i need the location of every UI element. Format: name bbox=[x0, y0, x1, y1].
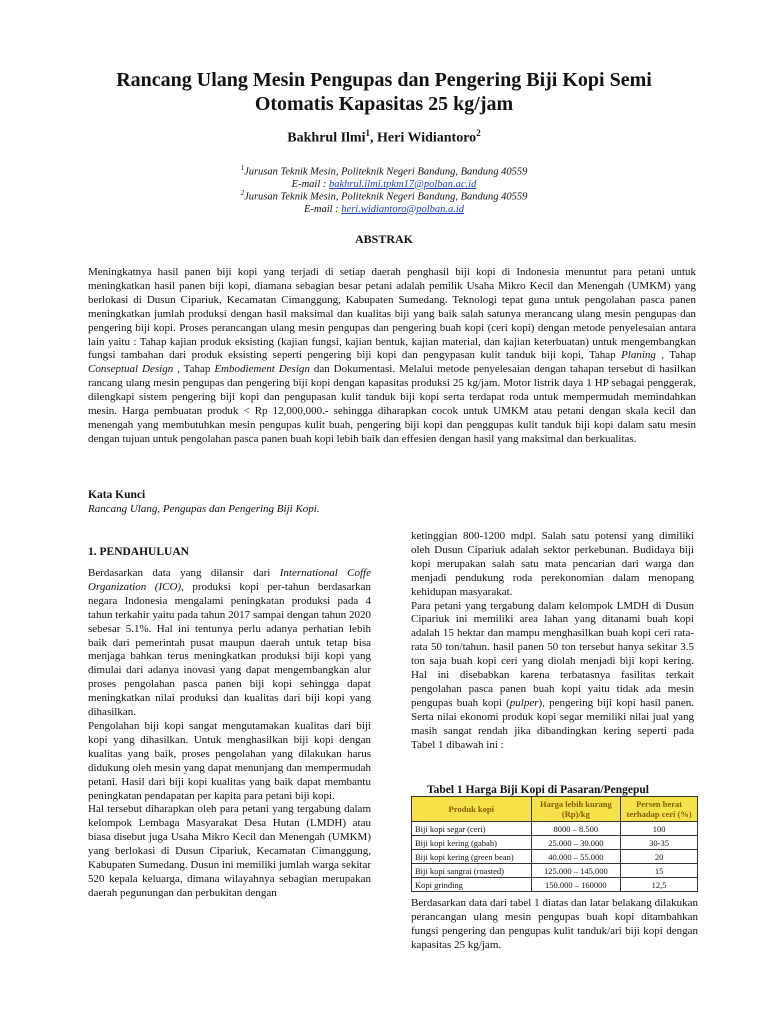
left-column bbox=[88, 567, 371, 901]
table-row bbox=[412, 822, 698, 836]
email-label: E-mail : bbox=[291, 178, 329, 190]
table-row bbox=[412, 836, 698, 850]
affiliation-text: Jurusan Teknik Mesin, Politeknik Negeri Bandung, Bandung 40559 bbox=[244, 166, 528, 178]
table-cell: Biji kopi kering (green bean) bbox=[412, 850, 532, 864]
table-cell: 20 bbox=[621, 850, 698, 864]
table-header-cell: Produk kopi bbox=[412, 797, 532, 822]
paragraph-term: International Coffe Organization (ICO) bbox=[88, 567, 371, 593]
abstract-text: Meningkatnya hasil panen biji kopi yang terjadi di setiap daerah penghasil biji kopi di Indonesia menuntut para petani untuk meningkatkan hasil panen biji kopi, diamana sebagian besar petani adalah pemilik Usaha Mikro Kecil dan Menengah (UMKM) yang berlokasi di Dusun Cipariuk, Kecamatan Cimanggung, Kabupaten Sumedang. Teknologi tepat guna untuk pengolahan pasca panen meningkatkan jumlah produksi dengan hasil maksimal dan kualitas biji yang baik salah satunya merancang ulang mesin pengupas dan pengering biji kopi. Proses perancangan ulang mesin pengupas dan pengering buah kopi (ceri kopi) dengan metode penyelesaian antara lain yaitu : Tahap kajian produk eksisting (kajian fungsi, kajian bentuk, kajian material, dan kajian keterbuatan) untuk mengembangkan fungsi tambahan dari produk eksisting seperti pengering biji kopi dan pengypasan kulit tanduk biji kopi, Tahap bbox=[88, 266, 696, 362]
paragraph bbox=[411, 600, 694, 753]
table-cell: 25.000 – 30.000 bbox=[531, 836, 621, 850]
paragraph-text: Berdasarkan data yang dilansir dari bbox=[88, 567, 280, 579]
paragraph-text: Para petani yang tergabung dalam kelompok LMDH di Dusun Cipariuk ini memiliki area lahan yang ditanami buah kopi adalah 15 hektar dan mampu menghasilkan buah kopi ceri rata-rata 50 ton/tahun. hasil panen 50 ton tersebut hanya sekitar 3.5 ton saja buah kopi ceri yang diolah menjadi biji kopi kering. Hal ini disebabkan karena terbatasnya fasilitas terkait pengolahan pasca panen buah kopi yaitu tidak ada mesin pengupas buah kopi ( bbox=[411, 599, 694, 709]
table-cell: 40.000 – 55.000 bbox=[531, 850, 621, 864]
paragraph-text: , produksi kopi per-tahun berdasarkan negara Indonesia mengalami peningkatan produksi pada 4 tahun terkahir yaitu pada tahun 2017 sampai dengan tahun 2020 sebesar 5.1%. Hal ini tentunya perlu adanya perhatian lebih baik dari pemerintah pusat maupun daerah untuk tetap bisa menjaga bahkan terus meningkatkan produksi biji kopi yang dimulai dari adanya inovasi yang dapat mengembangkan alur proses pengolahan pasca panen biji kopi sehingga dapat meningkatkan nilai produksi dan kualitas dari biji kopi yang dihasilkan. bbox=[88, 580, 371, 719]
abstract-term: Embodiement Design bbox=[214, 363, 310, 376]
table-cell: Kopi grinding bbox=[412, 878, 532, 892]
table-header-row bbox=[412, 797, 698, 822]
table-cell: 150.000 – 160000 bbox=[531, 878, 621, 892]
abstract-heading: ABSTRAK bbox=[354, 232, 413, 246]
title-line-1: Rancang Ulang Mesin Pengupas dan Pengering Biji Kopi Semi bbox=[116, 69, 652, 91]
table-cell: 8000 – 8.500 bbox=[531, 822, 621, 836]
paper-title bbox=[80, 68, 688, 116]
keywords-text: Rancang Ulang, Pengupas dan Pengering Biji Kopi. bbox=[88, 503, 320, 515]
author-separator: , bbox=[370, 130, 377, 146]
abstract-text: , Tahap bbox=[655, 349, 696, 362]
affiliation-text: Jurusan Teknik Mesin, Politeknik Negeri Bandung, Bandung 40559 bbox=[244, 191, 528, 203]
table-header-cell: Persen berat terhadap ceri (%) bbox=[621, 797, 698, 822]
table-cell: 125.000 – 145.000 bbox=[531, 864, 621, 878]
author-name: Bakhrul Ilmi bbox=[287, 130, 366, 146]
paragraph: ketinggian 800-1200 mdpl. Salah satu potensi yang dimiliki oleh Dusun Cipariuk adalah sektor perkebunan. Budidaya biji kopi merupakan salah satu mata pencarian dari warga dan menjadi pendukung roda perekonomian dalam menopang kehidupan masyarakat. bbox=[411, 530, 694, 598]
table-cell: 15 bbox=[621, 864, 698, 878]
affiliation-mark: 2 bbox=[240, 189, 245, 197]
paragraph: Hal tersebut diharapkan oleh para petani yang tergabung dalam kelompok Lembaga Masyarakat Desa Hutan (LMDH) atau biasa disebut juga Usaha Mikro Kecil dan Menengah (UMKM) yang berlokasi di Dusun Cipariuk, Kecamatan Cimanggung, Kabupaten Sumedang. Dusun ini memiliki jumlah warga sekitar 520 kepala keluarga, dimana wilayahnya sebagian merupakan daerah pegunungan dan perbukitan dengan bbox=[88, 803, 371, 899]
table-cell: 12,5 bbox=[621, 878, 698, 892]
section-heading: 1. PENDAHULUAN bbox=[88, 546, 189, 558]
table-cell: Biji kopi segar (ceri) bbox=[412, 822, 532, 836]
author-affiliation-mark: 1 bbox=[365, 128, 370, 138]
abstract-term: Conseptual Design bbox=[88, 363, 174, 376]
coffee-price-table bbox=[411, 796, 698, 892]
table-cell: 100 bbox=[621, 822, 698, 836]
author-affiliation-mark: 2 bbox=[476, 128, 481, 138]
table-row bbox=[412, 864, 698, 878]
abstract-term: Planing bbox=[621, 349, 656, 362]
email-link[interactable]: heri.widiantoro@polban.a.id bbox=[341, 203, 465, 215]
email-link[interactable]: bakhrul.ilmi.tpkm17@polban.ac.id bbox=[329, 178, 477, 190]
table-header-cell: Harga lebih kurang (Rp)/kg bbox=[531, 797, 621, 822]
table-row bbox=[412, 850, 698, 864]
paragraph: Berdasarkan data dari tabel 1 diatas dan latar belakang dilakukan perancangan ulang mesin pengupas buah kopi ditambahkan fungsi pengering dan pengupas kulit tanduk/ari biji kopi dengan kapasitas 25 kg/jam. bbox=[411, 897, 698, 951]
abstract-text: , Tahap bbox=[173, 363, 215, 376]
affiliation-2 bbox=[80, 187, 688, 216]
author-name: Heri Widiantoro bbox=[377, 130, 477, 146]
affiliation-mark: 1 bbox=[240, 164, 245, 172]
table-caption: Tabel 1 Harga Biji Kopi di Pasaran/Pengepul bbox=[427, 784, 649, 796]
table-cell: 30-35 bbox=[621, 836, 698, 850]
abstract-text: dan Dokumentasi. Melalui metode penyelesaian dengan tahapan tersebut di hasilkan rancang ulang mesin pengupas dan pengering biji kopi dengan kapasitas produksi 25 kg/jam. Motor listrik daya 1 HP sebagai penggerak, dilengkapi sistem pengering biji kopi dan pengupasan kulit tanduk biji kopi serta terdapat roda untuk mempermudah memindahkan mesin. Harga pembuatan produk < Rp 12,000,000.- sehingga diharapkan cocok untuk UMKM atau petani dengan skala kecil dan menengah yang membutuhkan mesin pengupas kulit buah, pengering biji kopi dan penggupas kulit tanduk biji kopi dalam satu mesin dengan tujuan untuk pengolahan pasca panen buah kopi lebih baik dan effesien dengan hasil yang maksimal dan berkualitas. bbox=[88, 363, 696, 445]
paragraph: Pengolahan biji kopi sangat mengutamakan kualitas dari biji kopi yang dihasilkan. Untuk menghasilkan biji kopi dengan kualitas yang baik, proses pengolahan yang dilakukan harus didukung oleh mesin yang dapat menunjang dan mempermudah petani. Hasil dari biji kopi kualitas yang baik dapat membantu peningkatan pendapatan per kapita para petani biji kopi. bbox=[88, 719, 371, 802]
keywords-heading: Kata Kunci bbox=[88, 489, 146, 501]
table-row bbox=[412, 878, 698, 892]
right-column bbox=[411, 530, 694, 753]
paragraph-term: pulper bbox=[509, 696, 539, 709]
table-cell: Biji kopi kering (gabah) bbox=[412, 836, 532, 850]
author-list bbox=[80, 128, 688, 147]
right-column-continued bbox=[411, 897, 698, 953]
email-label: E-mail : bbox=[303, 203, 342, 215]
paragraph-text: ), pengering biji kopi hasil panen. Serta nilai ekonomi produk kopi segar memiliki nilai jual yang masih sangat rendah jika dibandingkan kering seperti pada Tabel 1 dibawah ini : bbox=[411, 696, 694, 751]
paragraph bbox=[88, 567, 371, 720]
title-line-2: Otomatis Kapasitas 25 kg/jam bbox=[254, 93, 514, 115]
abstract-body bbox=[88, 266, 696, 447]
table-cell: Biji kopi sangrai (roasted) bbox=[412, 864, 532, 878]
